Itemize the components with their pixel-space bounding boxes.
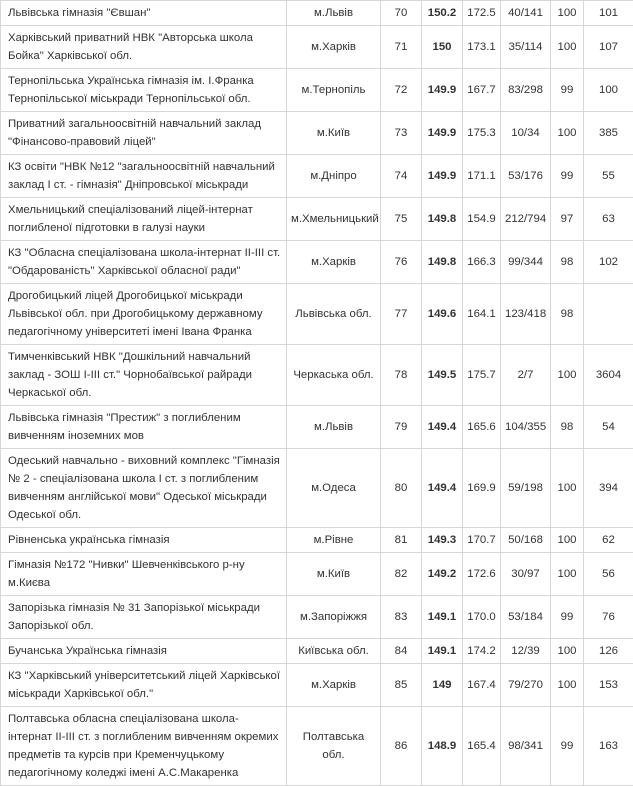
score-cell: 149.1 <box>422 596 463 639</box>
city-cell: м.Київ <box>287 553 381 596</box>
percent-cell: 100 <box>551 553 584 596</box>
school-name-cell: Львівська гімназія "Престиж" з поглибленим вивченням іноземних мов <box>1 406 287 449</box>
city-cell: м.Дніпро <box>287 155 381 198</box>
extra-cell: 153 <box>584 664 633 707</box>
average-cell: 171.1 <box>463 155 501 198</box>
score-cell: 148.9 <box>422 707 463 786</box>
percent-cell: 98 <box>551 241 584 284</box>
percent-cell: 100 <box>551 664 584 707</box>
average-cell: 175.7 <box>463 345 501 406</box>
school-name-cell: Запорізька гімназія № 31 Запорізької міськради Запорізької обл. <box>1 596 287 639</box>
school-name-cell: КЗ освіти "НВК №12 "загальноосвітній навчальний заклад І ст. - гімназія" Дніпровської міськради <box>1 155 287 198</box>
score-cell: 149.9 <box>422 155 463 198</box>
percent-cell: 97 <box>551 198 584 241</box>
rank-cell: 75 <box>381 198 422 241</box>
school-name-cell: Одеський навчально - виховний комплекс "Гімназія № 2 - спеціалізована школа І ст. з поглибленим вивченням англійської мови" Одеської міськради Одеської обл. <box>1 449 287 528</box>
average-cell: 175.3 <box>463 112 501 155</box>
extra-cell: 385 <box>584 112 633 155</box>
rank-cell: 70 <box>381 1 422 26</box>
extra-cell: 54 <box>584 406 633 449</box>
percent-cell: 100 <box>551 449 584 528</box>
rank-cell: 81 <box>381 528 422 553</box>
extra-cell: 62 <box>584 528 633 553</box>
ratio-cell: 2/7 <box>501 345 551 406</box>
average-cell: 173.1 <box>463 26 501 69</box>
score-cell: 149.6 <box>422 284 463 345</box>
school-name-cell: Хмельницький спеціалізований ліцей-інтернат поглибленої підготовки в галузі науки <box>1 198 287 241</box>
score-cell: 149.2 <box>422 553 463 596</box>
extra-cell: 107 <box>584 26 633 69</box>
extra-cell: 102 <box>584 241 633 284</box>
ratio-cell: 123/418 <box>501 284 551 345</box>
score-cell: 149.8 <box>422 241 463 284</box>
percent-cell: 99 <box>551 155 584 198</box>
city-cell: м.Харків <box>287 664 381 707</box>
ratio-cell: 98/341 <box>501 707 551 786</box>
city-cell: м.Хмельницький <box>287 198 381 241</box>
table-row <box>1 707 633 786</box>
school-name-cell: Тимченківський НВК "Дошкільний навчальний заклад - ЗОШ І-ІІІ ст." Чорнобаївської райради Черкаської обл. <box>1 345 287 406</box>
ratio-cell: 79/270 <box>501 664 551 707</box>
average-cell: 167.7 <box>463 69 501 112</box>
city-cell: м.Рівне <box>287 528 381 553</box>
ratio-cell: 30/97 <box>501 553 551 596</box>
rank-cell: 78 <box>381 345 422 406</box>
average-cell: 170.7 <box>463 528 501 553</box>
table-row <box>1 345 633 406</box>
score-cell: 150.2 <box>422 1 463 26</box>
table-row <box>1 406 633 449</box>
school-name-cell: КЗ "Обласна спеціалізована школа-інтернат ІІ-ІІІ ст. "Обдарованість" Харківської обласної ради" <box>1 241 287 284</box>
table-row <box>1 553 633 596</box>
table-row <box>1 284 633 345</box>
score-cell: 150 <box>422 26 463 69</box>
table-body <box>1 1 633 786</box>
extra-cell: 56 <box>584 553 633 596</box>
average-cell: 166.3 <box>463 241 501 284</box>
rank-cell: 76 <box>381 241 422 284</box>
table-row <box>1 664 633 707</box>
rank-cell: 79 <box>381 406 422 449</box>
score-cell: 149.9 <box>422 112 463 155</box>
city-cell: м.Тернопіль <box>287 69 381 112</box>
table-row <box>1 112 633 155</box>
score-cell: 149.3 <box>422 528 463 553</box>
extra-cell: 100 <box>584 69 633 112</box>
ratio-cell: 40/141 <box>501 1 551 26</box>
average-cell: 165.4 <box>463 707 501 786</box>
percent-cell: 100 <box>551 1 584 26</box>
extra-cell: 3604 <box>584 345 633 406</box>
score-cell: 149.1 <box>422 639 463 664</box>
city-cell: м.Львів <box>287 1 381 26</box>
extra-cell: 76 <box>584 596 633 639</box>
table-row <box>1 241 633 284</box>
extra-cell: 63 <box>584 198 633 241</box>
percent-cell: 100 <box>551 26 584 69</box>
table-row <box>1 198 633 241</box>
school-name-cell: Приватний загальноосвітній навчальний заклад "Фінансово-правовий ліцей" <box>1 112 287 155</box>
ratio-cell: 12/39 <box>501 639 551 664</box>
extra-cell: 126 <box>584 639 633 664</box>
ratio-cell: 10/34 <box>501 112 551 155</box>
school-name-cell: Рівненська українська гімназія <box>1 528 287 553</box>
school-name-cell: Тернопільська Українська гімназія ім. І.Франка Тернопільської міськради Тернопільської обл. <box>1 69 287 112</box>
ratio-cell: 53/184 <box>501 596 551 639</box>
table-row <box>1 26 633 69</box>
rank-cell: 72 <box>381 69 422 112</box>
rank-cell: 73 <box>381 112 422 155</box>
rank-cell: 82 <box>381 553 422 596</box>
percent-cell: 100 <box>551 112 584 155</box>
table-row <box>1 639 633 664</box>
score-cell: 149.4 <box>422 406 463 449</box>
rank-cell: 86 <box>381 707 422 786</box>
average-cell: 164.1 <box>463 284 501 345</box>
ratio-cell: 35/114 <box>501 26 551 69</box>
percent-cell: 98 <box>551 406 584 449</box>
extra-cell <box>584 284 633 345</box>
rank-cell: 71 <box>381 26 422 69</box>
school-name-cell: Полтавська обласна спеціалізована школа-інтернат ІІ-ІІІ ст. з поглибленим вивченням окремих предметів та курсів при Кременчуцькому педагогічному коледжі імені А.С.Макаренка <box>1 707 287 786</box>
average-cell: 154.9 <box>463 198 501 241</box>
average-cell: 170.0 <box>463 596 501 639</box>
average-cell: 165.6 <box>463 406 501 449</box>
city-cell: м.Запоріжжя <box>287 596 381 639</box>
percent-cell: 99 <box>551 596 584 639</box>
extra-cell: 394 <box>584 449 633 528</box>
table-row <box>1 155 633 198</box>
rank-cell: 84 <box>381 639 422 664</box>
ratio-cell: 53/176 <box>501 155 551 198</box>
average-cell: 174.2 <box>463 639 501 664</box>
extra-cell: 163 <box>584 707 633 786</box>
extra-cell: 55 <box>584 155 633 198</box>
table-row <box>1 596 633 639</box>
rank-cell: 85 <box>381 664 422 707</box>
table-row <box>1 528 633 553</box>
city-cell: м.Львів <box>287 406 381 449</box>
city-cell: Київська обл. <box>287 639 381 664</box>
school-name-cell: Дрогобицький ліцей Дрогобицької міськради Львівської обл. при Дрогобицькому державному педагогічному університеті імені Івана Франка <box>1 284 287 345</box>
ratio-cell: 83/298 <box>501 69 551 112</box>
city-cell: м.Харків <box>287 241 381 284</box>
table-row <box>1 69 633 112</box>
percent-cell: 100 <box>551 639 584 664</box>
ratio-cell: 59/198 <box>501 449 551 528</box>
school-name-cell: Харківський приватний НВК "Авторська школа Бойка" Харківської обл. <box>1 26 287 69</box>
percent-cell: 100 <box>551 345 584 406</box>
city-cell: Полтавська обл. <box>287 707 381 786</box>
ratio-cell: 212/794 <box>501 198 551 241</box>
score-cell: 149.9 <box>422 69 463 112</box>
table-row <box>1 449 633 528</box>
rank-cell: 74 <box>381 155 422 198</box>
score-cell: 149.4 <box>422 449 463 528</box>
city-cell: м.Харків <box>287 26 381 69</box>
school-name-cell: КЗ "Харківський університетський ліцей Харківської міськради Харківської обл." <box>1 664 287 707</box>
average-cell: 172.6 <box>463 553 501 596</box>
score-cell: 149.8 <box>422 198 463 241</box>
extra-cell: 101 <box>584 1 633 26</box>
city-cell: Львівська обл. <box>287 284 381 345</box>
rank-cell: 77 <box>381 284 422 345</box>
city-cell: м.Київ <box>287 112 381 155</box>
score-cell: 149 <box>422 664 463 707</box>
school-name-cell: Гімназія №172 "Нивки" Шевченківського р-ну м.Києва <box>1 553 287 596</box>
rank-cell: 83 <box>381 596 422 639</box>
school-name-cell: Львівська гімназія "Євшан" <box>1 1 287 26</box>
table-row <box>1 1 633 26</box>
percent-cell: 99 <box>551 707 584 786</box>
percent-cell: 100 <box>551 528 584 553</box>
percent-cell: 98 <box>551 284 584 345</box>
ratio-cell: 50/168 <box>501 528 551 553</box>
ratio-cell: 104/355 <box>501 406 551 449</box>
average-cell: 169.9 <box>463 449 501 528</box>
average-cell: 172.5 <box>463 1 501 26</box>
score-cell: 149.5 <box>422 345 463 406</box>
rank-cell: 80 <box>381 449 422 528</box>
average-cell: 167.4 <box>463 664 501 707</box>
city-cell: Черкаська обл. <box>287 345 381 406</box>
percent-cell: 99 <box>551 69 584 112</box>
ratio-cell: 99/344 <box>501 241 551 284</box>
school-name-cell: Бучанська Українська гімназія <box>1 639 287 664</box>
city-cell: м.Одеса <box>287 449 381 528</box>
